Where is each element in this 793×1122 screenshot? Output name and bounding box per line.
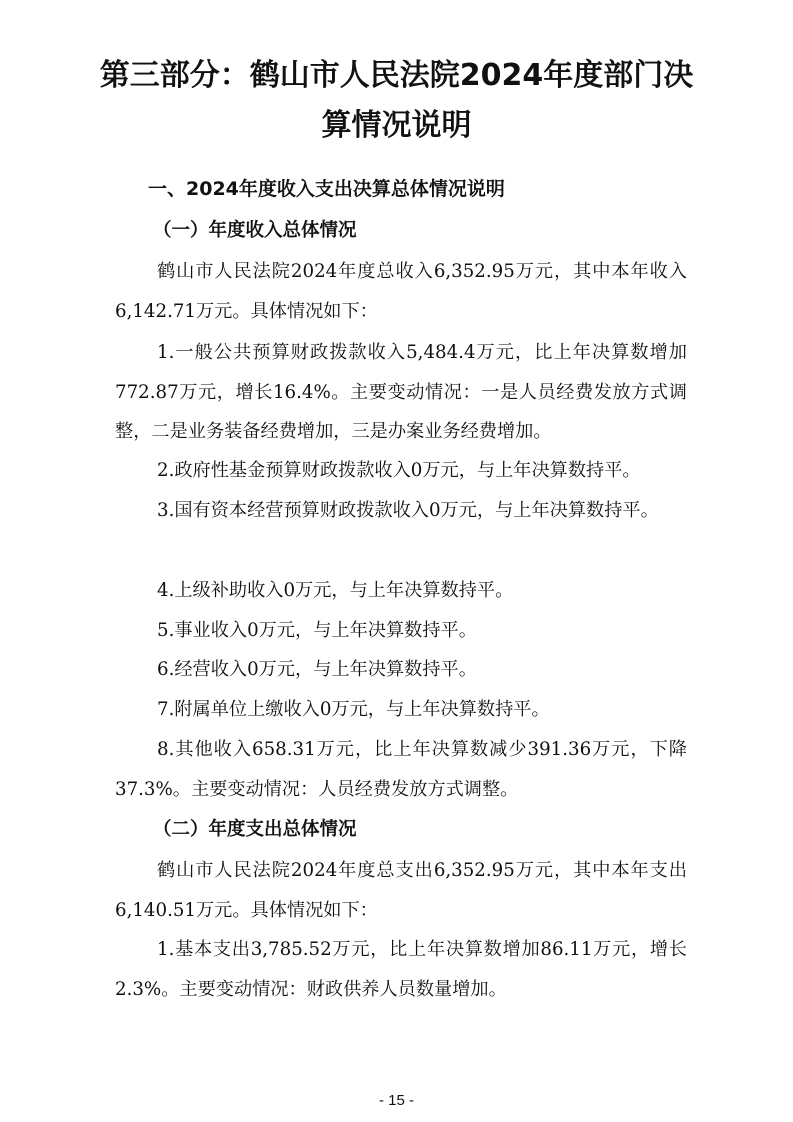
income-item-general-budget: 1.一般公共预算财政拨款收入5,484.4万元，比上年决算数增加772.87万元，增长16.4%。主要变动情况：一是人员经费发放方式调整，二是业务装备经费增加，三是办案业务经费增加。: [115, 342, 687, 443]
expenditure-summary-paragraph: 鹤山市人民法院2024年度总支出6,352.95万元，其中本年支出6,140.51万元。具体情况如下：: [115, 860, 687, 921]
section-heading-overview: 一、2024年度收入支出决算总体情况说明: [148, 178, 505, 200]
income-item-operating: 6.经营收入0万元，与上年决算数持平。: [157, 659, 477, 680]
expenditure-item-basic: 1.基本支出3,785.52万元，比上年决算数增加86.11万元，增长2.3%。主要变动情况：财政供养人员数量增加。: [115, 939, 687, 1000]
income-item-affiliated-units: 7.附属单位上缴收入0万元，与上年决算数持平。: [157, 699, 550, 720]
income-item-other: 8.其他收入658.31万元，比上年决算数减少391.36万元，下降37.3%。主要变动情况：人员经费发放方式调整。: [115, 739, 687, 800]
subsection-heading-income: （一）年度收入总体情况: [153, 220, 357, 241]
income-summary-paragraph: 鹤山市人民法院2024年度总收入6,352.95万元，其中本年收入6,142.71万元。具体情况如下：: [115, 261, 687, 322]
page-number: - 15 -: [378, 1092, 414, 1109]
income-item-government-fund: 2.政府性基金预算财政拨款收入0万元，与上年决算数持平。: [157, 460, 641, 481]
page-title-line-1: 第三部分：鹤山市人民法院2024年度部门决: [99, 58, 694, 93]
page-title-line-2: 算情况说明: [321, 108, 472, 143]
subsection-heading-expenditure: （二）年度支出总体情况: [153, 819, 357, 840]
income-item-business: 5.事业收入0万元，与上年决算数持平。: [157, 620, 477, 641]
income-item-state-capital: 3.国有资本经营预算财政拨款收入0万元，与上年决算数持平。: [157, 500, 659, 521]
income-item-superior-subsidy: 4.上级补助收入0万元，与上年决算数持平。: [157, 580, 514, 601]
